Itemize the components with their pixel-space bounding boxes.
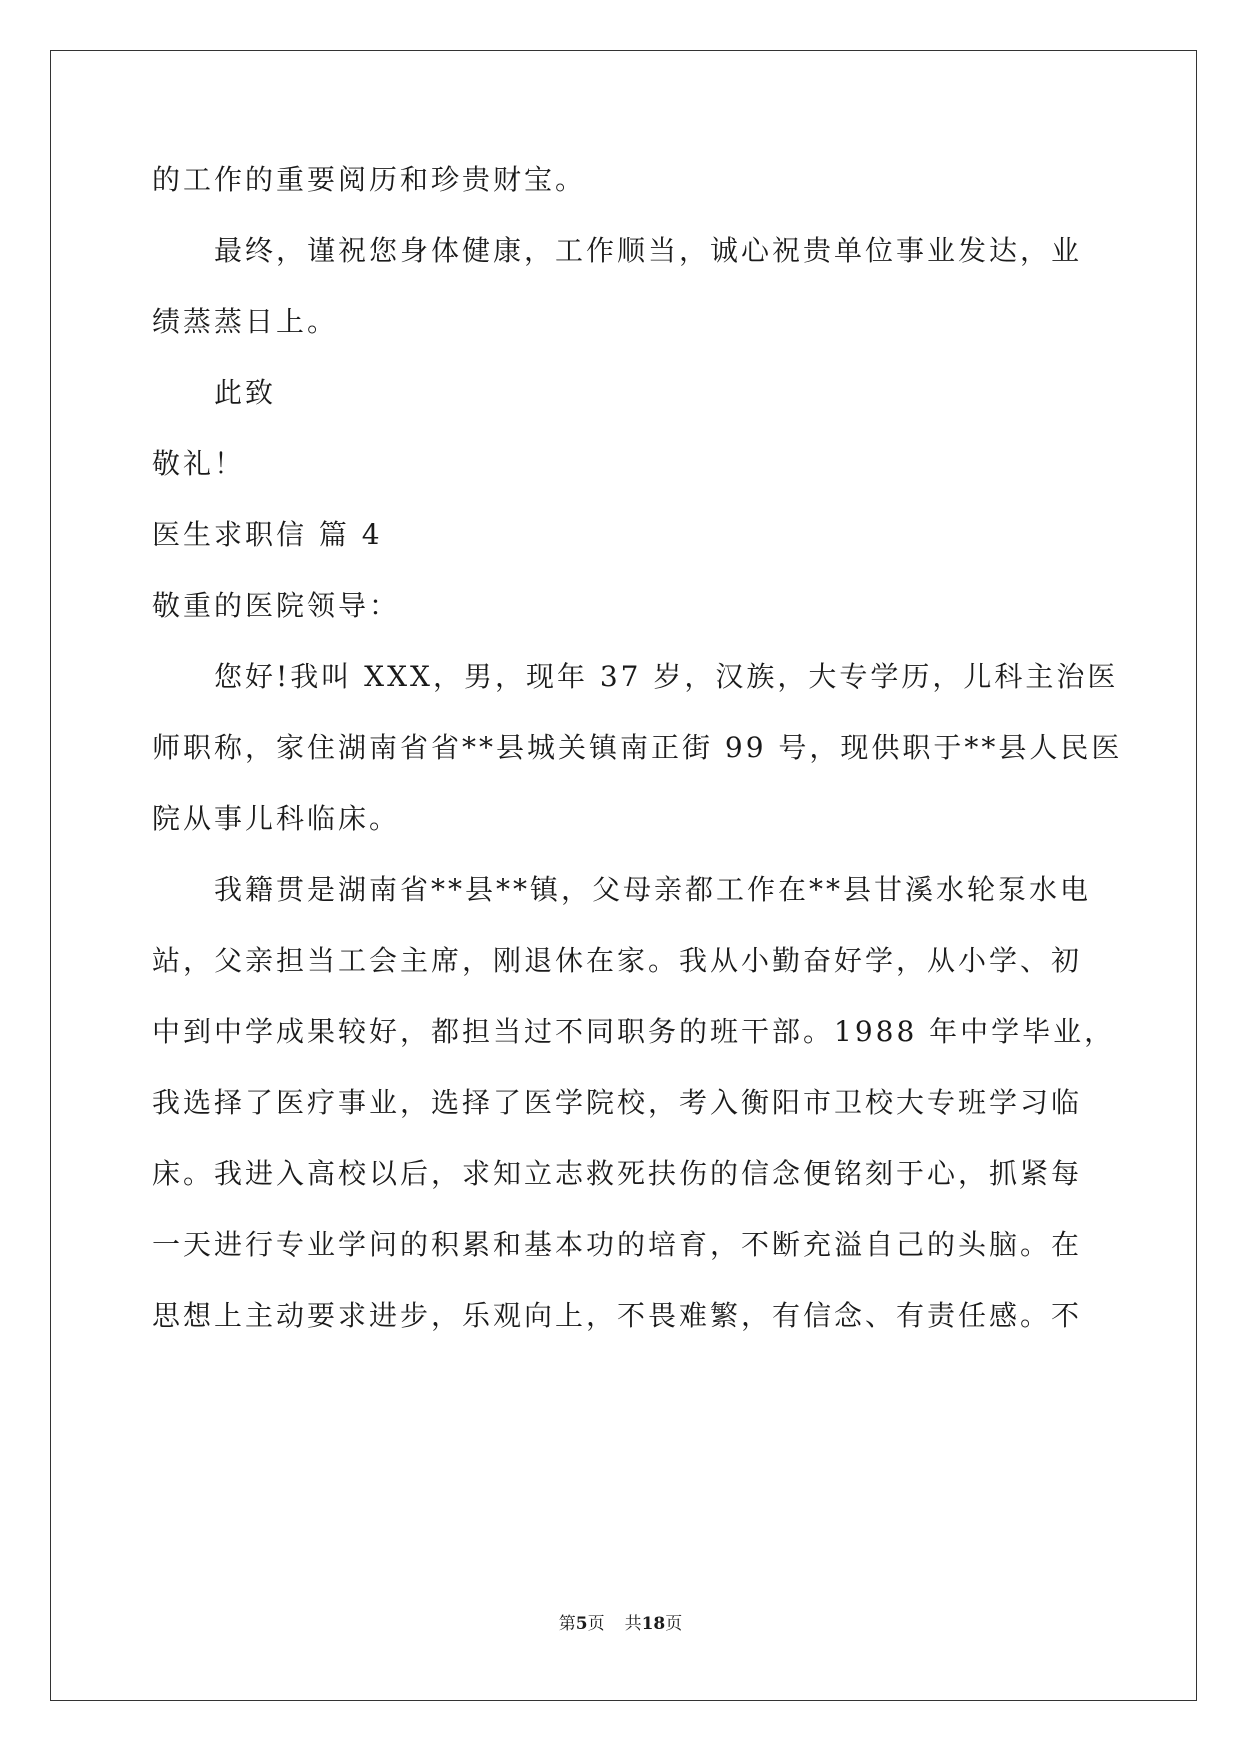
- section-heading: 医生求职信 篇 4: [152, 518, 383, 551]
- salutation: 敬重的医院领导：: [152, 589, 401, 622]
- footer-total-prefix: 共: [624, 1614, 642, 1634]
- footer-total-suffix: 页: [665, 1614, 683, 1634]
- text-line-11: 我籍贯是湖南省**县**镇，父母亲都工作在**县甘溪水轮泵水电: [214, 873, 1092, 906]
- text-line-3: 绩蒸蒸日上。: [152, 305, 339, 338]
- text-line-15: 床。我进入高校以后，求知立志救死扶伤的信念便铭刻于心，抓紧每: [152, 1157, 1083, 1190]
- text-line-2: 最终，谨祝您身体健康，工作顺当，诚心祝贵单位事业发达，业: [214, 234, 1083, 267]
- current-page-number: 5: [575, 1614, 588, 1634]
- footer-prefix: 第: [558, 1614, 576, 1634]
- total-pages-number: 18: [641, 1614, 666, 1634]
- text-line-16: 一天进行专业学问的积累和基本功的培育，不断充溢自己的头脑。在: [152, 1228, 1083, 1261]
- text-line-17: 思想上主动要求进步，乐观向上，不畏难繁，有信念、有责任感。不: [152, 1299, 1083, 1332]
- text-line-5: 敬礼！: [152, 447, 246, 480]
- text-line-13: 中到中学成果较好，都担当过不同职务的班干部。1988 年中学毕业，: [152, 1015, 1116, 1048]
- text-line-1: 的工作的重要阅历和珍贵财宝。: [152, 163, 587, 196]
- text-line-9: 师职称，家住湖南省省**县城关镇南正街 99 号，现供职于**县人民医: [152, 731, 1123, 764]
- text-line-8: 您好!我叫 XXX，男，现年 37 岁，汉族，大专学历，儿科主治医: [214, 660, 1119, 693]
- text-line-4: 此致: [214, 376, 277, 409]
- text-line-14: 我选择了医疗事业，选择了医学院校，考入衡阳市卫校大专班学习临: [152, 1086, 1083, 1119]
- text-line-12: 站，父亲担当工会主席，刚退休在家。我从小勤奋好学，从小学、初: [152, 944, 1083, 977]
- text-line-10: 院从事儿科临床。: [152, 802, 401, 835]
- footer-page-word: 页: [587, 1614, 605, 1634]
- page-footer: [0, 1612, 1241, 1636]
